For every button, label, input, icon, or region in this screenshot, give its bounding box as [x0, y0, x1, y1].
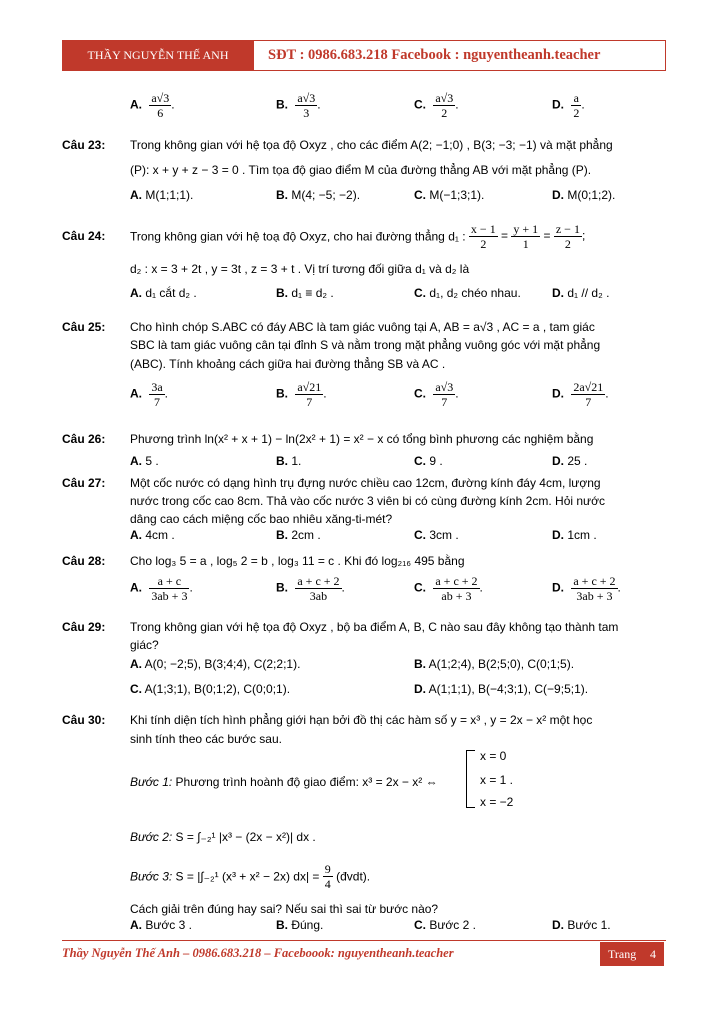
q28-option-d: D. $\frac{a + c + 2}{3ab + 3}$ .	[552, 574, 621, 603]
q24-option-c: C. d₁, d₂ chéo nhau.	[414, 286, 521, 300]
system-brace	[466, 750, 475, 808]
question-number: Câu 29:	[62, 620, 106, 634]
question-text: giác?	[130, 638, 159, 652]
step-2: Bước 2: S = ∫₋₂¹ |x³ − (2x − x²)| dx .	[130, 830, 316, 844]
question-text: Phương trình ln(x² + x + 1) − ln(2x² + 1) = x² − x có tổng bình phương các nghiệm bằng	[130, 432, 594, 446]
q30-option-a: A. Bước 3 .	[130, 918, 192, 932]
question-text: Trong không gian với hệ tọa độ Oxyz , cho các điểm A(2; −1;0) , B(3; −3; −1) và mặt phẳng	[130, 138, 613, 152]
q25-option-b: B. $\frac{a√21}{7}$ .	[276, 380, 327, 409]
q27-option-b: B. 2cm .	[276, 528, 321, 542]
header-author: THẦY NGUYỄN THẾ ANH	[62, 40, 254, 71]
question-number: Câu 24:	[62, 229, 106, 243]
q26-option-a: A. 5 .	[130, 454, 159, 468]
footer-text: Thầy Nguyễn Thế Anh – 0986.683.218 – Faceboook: nguyentheanh.teacher	[62, 946, 454, 960]
question-text: (P): x + y + z − 3 = 0 . Tìm tọa độ giao điểm M của đường thẳng AB với mặt phẳng (P).	[130, 163, 592, 177]
question-number: Câu 26:	[62, 432, 106, 446]
question-text: d₂ : x = 3 + 2t , y = 3t , z = 3 + t . Vị trí tương đối giữa d₁ và d₂ là	[130, 262, 470, 276]
q27-option-c: C. 3cm .	[414, 528, 459, 542]
q22-option-b: B. $\frac{a√3}{3}$ .	[276, 91, 321, 120]
page-number: 4	[650, 947, 656, 961]
q23-option-d: D. M(0;1;2).	[552, 188, 616, 202]
question-text: Cho log₃ 5 = a , log₅ 2 = b , log₃ 11 = c . Khi đó log₂₁₆ 495 bằng	[130, 554, 465, 568]
q27-option-d: D. 1cm .	[552, 528, 597, 542]
question-number: Câu 23:	[62, 138, 106, 152]
q30-option-d: D. Bước 1.	[552, 918, 611, 932]
question-text: dâng cao cách miệng cốc bao nhiêu xăng-ti-mét?	[130, 512, 393, 526]
question-text: Trong không gian với hệ tọa độ Oxyz , bộ ba điểm A, B, C nào sau đây không tạo thành tam	[130, 620, 619, 634]
question-text: Cho hình chóp S.ABC có đáy ABC là tam giác vuông tại A, AB = a√3 , AC = a , tam giác	[130, 320, 595, 334]
question-number: Câu 27:	[62, 476, 106, 490]
question-number: Câu 28:	[62, 554, 106, 568]
q22-option-a: A. $\frac{a√3}{6}$ .	[130, 91, 175, 120]
q30-option-c: C. Bước 2 .	[414, 918, 476, 932]
q26-option-d: D. 25 .	[552, 454, 588, 468]
question-text: sinh tính theo các bước sau.	[130, 732, 282, 746]
q23-option-b: B. M(4; −5; −2).	[276, 188, 361, 202]
q29-option-b: B. A(1;2;4), B(2;5;0), C(0;1;5).	[414, 657, 575, 671]
question-text: Một cốc nước có dạng hình trụ đựng nước chiều cao 12cm, đường kính đáy 4cm, lượng	[130, 476, 601, 490]
q24-option-a: A. d₁ cắt d₂ .	[130, 286, 197, 300]
step-1: Bước 1: Phương trình hoành độ giao điểm: x³ = 2x − x² ⇔	[130, 775, 438, 789]
question-text: SBC là tam giác vuông cân tại đỉnh S và nằm trong mặt phẳng vuông góc với mặt phẳng	[130, 338, 601, 352]
q26-option-c: C. 9 .	[414, 454, 443, 468]
footer-divider	[62, 940, 666, 941]
question-text: Khi tính diện tích hình phẳng giới hạn bởi đồ thị các hàm số y = x³ , y = 2x − x² một học	[130, 713, 593, 727]
q27-option-a: A. 4cm .	[130, 528, 175, 542]
q25-option-d: D. $\frac{2a√21}{7}$ .	[552, 380, 609, 409]
q28-option-b: B. $\frac{a + c + 2}{3ab}$ .	[276, 574, 345, 603]
page-header	[62, 40, 666, 71]
q24-option-d: D. d₁ // d₂ .	[552, 286, 610, 300]
question-number: Câu 30:	[62, 713, 106, 727]
q24-option-b: B. d₁ ≡ d₂ .	[276, 286, 334, 300]
system-line: x = −2	[480, 795, 514, 809]
q29-option-d: D. A(1;1;1), B(−4;3;1), C(−9;5;1).	[414, 682, 589, 696]
page-label: Trang	[608, 947, 637, 961]
q28-option-a: A. $\frac{a + c}{3ab + 3}$ .	[130, 574, 193, 603]
q28-option-c: C. $\frac{a + c + 2}{ab + 3}$ .	[414, 574, 483, 603]
q29-option-c: C. A(1;3;1), B(0;1;2), C(0;0;1).	[130, 682, 291, 696]
step-3: Bước 3: S = |∫₋₂¹ (x³ + x² − 2x) dx| = $\frac{9}{4}$ (đvdt).	[130, 862, 371, 891]
question-number: Câu 25:	[62, 320, 106, 334]
question-text: Trong không gian với hệ toạ độ Oxyz, cho hai đường thẳng d₁ : $\frac{x - 1}{2}$ = $\frac{y + 1}{1}$ = $\frac{z - 1}{2}$ ;	[130, 222, 586, 251]
q25-option-c: C. $\frac{a√3}{7}$ .	[414, 380, 459, 409]
q29-option-a: A. A(0; −2;5), B(3;4;4), C(2;2;1).	[130, 657, 301, 671]
q25-option-a: A. $\frac{3a}{7}$ .	[130, 380, 169, 409]
q30-option-b: B. Đúng.	[276, 918, 324, 932]
system-line: x = 0	[480, 749, 507, 763]
q22-option-c: C. $\frac{a√3}{2}$ .	[414, 91, 459, 120]
q26-option-b: B. 1.	[276, 454, 302, 468]
system-line: x = 1 .	[480, 773, 514, 787]
question-text: nước trong cốc cao 8cm. Thả vào cốc nước 3 viên bi có cùng đường kính 2cm. Hỏi nước	[130, 494, 605, 508]
header-contact: SĐT : 0986.683.218 Facebook : nguyentheanh.teacher	[254, 40, 666, 71]
question-text: Cách giải trên đúng hay sai? Nếu sai thì sai từ bước nào?	[130, 902, 439, 916]
q23-option-a: A. M(1;1;1).	[130, 188, 194, 202]
question-text: (ABC). Tính khoảng cách giữa hai đường thẳng SB và AC .	[130, 357, 446, 371]
q23-option-c: C. M(−1;3;1).	[414, 188, 485, 202]
q22-option-d: D. $\frac{a}{2}$ .	[552, 91, 585, 120]
page-number-box	[600, 942, 664, 966]
